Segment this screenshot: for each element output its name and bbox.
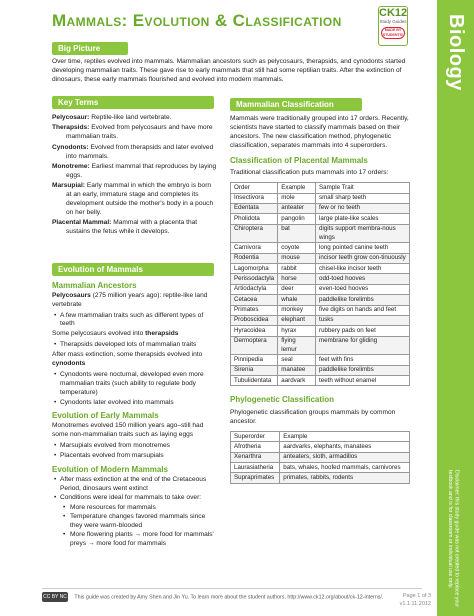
table-cell: Supraprimates [231, 473, 280, 483]
table-row [231, 365, 410, 375]
early-mammals-text: Monotremes evolved 150 million years ago–still had some non-mammalian traits such as laying eggs [52, 422, 204, 439]
table-cell: rabbit [278, 264, 316, 274]
table-row [231, 452, 410, 462]
made-by-students-stamp: MADE BY STUDENTS! [382, 28, 404, 38]
table-cell: bats, whales, hoofed mammals, carnivores [280, 463, 410, 473]
superorders-header-row [231, 432, 410, 442]
table-cell: monkey [278, 305, 316, 315]
table-cell: hyrax [278, 326, 316, 336]
early-mammals-bullets: • Marsupials evolved from monotremes • Placentals evolved from marsupials [52, 442, 217, 461]
table-cell: horse [278, 274, 316, 284]
pelycosaurs-text: Pelycosaurs (275 million years ago): reptile-like land vertebrate [52, 291, 208, 308]
key-term: Therapsids: Evolved from pelycosaurs and have more mammalian traits. [52, 124, 213, 141]
superorders-header: Example [280, 432, 410, 442]
table-cell: Hyracoidea [231, 326, 278, 336]
table-row [231, 243, 410, 253]
table-cell: Sirenia [231, 365, 278, 375]
modern-mammals-subheading: Evolution of Modern Mammals [52, 464, 169, 474]
table-cell: Carnivora [231, 243, 278, 253]
orders-header: Example [278, 183, 316, 193]
table-cell: mouse [278, 253, 316, 263]
table-cell: Cetacea [231, 295, 278, 305]
table-row [231, 224, 410, 243]
table-cell: mole [278, 193, 316, 203]
evolution-section [52, 281, 217, 549]
classification-intro: Mammals were traditionally grouped into 17 orders. Recently, scientists have started to classify mammals based on their ancestors. The new classification method, phylogenetic classification, separates mammals into 4 superorders. [230, 115, 409, 149]
table-cell: elephant [278, 315, 316, 325]
table-row [231, 442, 410, 452]
table-cell: Edentata [231, 203, 278, 213]
table-cell: seal [278, 355, 316, 365]
table-cell: Chiroptera [231, 224, 278, 243]
table-cell: paddlelike forelimbs [316, 365, 410, 375]
table-row [231, 274, 410, 284]
table-cell: Afrotheria [231, 442, 280, 452]
table-cell: rubbery pads on feet [316, 326, 410, 336]
modern-mammals-subbullets: • More resources for mammals • Temperature changes favored mammals since they were warm-blooded • More flowering plants → more food for mammals' preys → more food for mammals [52, 504, 217, 548]
table-cell: anteaters, sloth, armadillos [280, 452, 410, 462]
table-cell: Laurasiatheria [231, 463, 280, 473]
table-row [231, 473, 410, 483]
page-number: Page 1 of 3 [402, 593, 431, 600]
footer [42, 588, 422, 602]
table-cell: Tubulidentata [231, 376, 278, 386]
table-cell: Rodentia [231, 253, 278, 263]
key-term: Placental Mammal: Mammal with a placenta that sustains the fetus while it develops. [52, 219, 198, 236]
table-cell: pangolin [278, 214, 316, 224]
table-row [231, 214, 410, 224]
orders-table [230, 182, 410, 386]
key-term: Pelycosaur: Reptile-like land vertebrate. [52, 114, 172, 121]
table-cell: Insectivora [231, 193, 278, 203]
table-cell: even-toed hooves [316, 284, 410, 294]
therapsids-bullets: • Therapsids developed lots of mammalian traits [52, 341, 217, 350]
table-row [231, 315, 410, 325]
cynodonts-bullets: • Cynodonts were nocturnal, developed even more mammalian traits (such ability to regulate body temperature) • Cynodonts later evolved into mammals [52, 371, 217, 408]
key-term: Monotreme: Earliest mammal that reproduces by laying eggs. [52, 162, 217, 179]
table-cell: anteater [278, 203, 316, 213]
table-row [231, 355, 410, 365]
table-row [231, 326, 410, 336]
table-cell: digits support membra-nous wings [316, 224, 410, 243]
table-row [231, 253, 410, 263]
big-picture-heading: Big Picture [52, 42, 128, 55]
table-cell: paddlelike forelimbs [316, 295, 410, 305]
key-terms-list [52, 114, 217, 239]
table-cell: flying lemur [278, 336, 316, 355]
table-cell: bat [278, 224, 316, 243]
cynodonts-text: After mass extinction, some therapsids evolved into cynodonts [52, 351, 203, 368]
table-cell: coyote [278, 243, 316, 253]
table-cell: odd-toed hooves [316, 274, 410, 284]
table-cell: incisor teeth grow con-tinuously [316, 253, 410, 263]
disclaimer-text: Disclaimer: this study guide was not created to replace your textbook and is for classroom or individual use only. [446, 470, 460, 607]
orders-header-row [231, 183, 410, 193]
table-row [231, 463, 410, 473]
table-row [231, 284, 410, 294]
table-cell: few or no teeth [316, 203, 410, 213]
table-row [231, 295, 410, 305]
table-cell: feet with fins [316, 355, 410, 365]
superorders-header: Superorder [231, 432, 280, 442]
table-cell: Pinnipedia [231, 355, 278, 365]
table-cell: deer [278, 284, 316, 294]
page-title: Mammals: Evolution & Classification [52, 11, 342, 30]
ancestors-subheading: Mammalian Ancestors [52, 281, 137, 290]
table-cell: chisel-like incisor teeth [316, 264, 410, 274]
table-cell: whale [278, 295, 316, 305]
table-cell: Proboscidea [231, 315, 278, 325]
table-cell: Perissodactyla [231, 274, 278, 284]
page-info [381, 593, 431, 608]
subject-title: Biology [445, 14, 467, 91]
table-cell: Xenarthra [231, 452, 280, 462]
table-cell: small sharp teeth [316, 193, 410, 203]
table-cell: tusks [316, 315, 410, 325]
table-cell: manatee [278, 365, 316, 375]
phylo-intro: Phylogenetic classification groups mammals by common ancestor. [230, 409, 396, 426]
table-cell: aardvarks, elephants, manatees [280, 442, 410, 452]
big-picture-text: Over time, reptiles evolved into mammals. Mammalian ancestors such as pelycosaurs, therapsids, and cynodonts started developing mammalian traits. These gave rise to early mammals that still had some reptilian traits. After the extinction of dinosaurs, these early mammals flourished and evolved into modern mammals. [52, 58, 406, 83]
orders-table-body [231, 193, 410, 386]
logo-brand: CK12 [379, 7, 408, 19]
table-cell: teeth without enamel [316, 376, 410, 386]
evolution-heading: Evolution of Mammals [52, 263, 214, 276]
table-cell: Primates [231, 305, 278, 315]
phylo-subheading: Phylogenetic Classification [230, 395, 335, 405]
key-term: Marsupial: Early mammal in which the embryo is born at an early, immature stage and completes its development outside the mother's body in a pouch on her belly. [52, 182, 214, 216]
key-terms-heading: Key Terms [52, 96, 214, 109]
table-row [231, 264, 410, 274]
superorders-table [230, 431, 410, 484]
table-cell: Dermoptera [231, 336, 278, 355]
ck12-logo [378, 6, 408, 46]
table-row [231, 305, 410, 315]
table-cell: primates, rabbits, rodents [280, 473, 410, 483]
pelycosaurs-bullets: • A few mammalian traits such as different types of teeth [52, 312, 217, 330]
subject-sidebar [399, 0, 474, 616]
table-row [231, 336, 410, 355]
orders-header: Sample Trait [316, 183, 410, 193]
classification-heading: Mammalian Classification [230, 98, 362, 111]
table-cell: Lagomorpha [231, 264, 278, 274]
therapsids-text: Some pelycosaurs evolved into therapsids [52, 330, 179, 338]
version: v1.1.11.2012 [399, 600, 431, 607]
table-cell: large plate-like scales [316, 214, 410, 224]
superorders-table-body [231, 442, 410, 483]
orders-header: Order [231, 183, 278, 193]
table-cell: long pointed canine teeth [316, 243, 410, 253]
placental-subheading: Classification of Placental Mammals [230, 155, 368, 165]
cc-license-badge: CC BY NC [43, 594, 67, 600]
placental-intro: Traditional classification puts mammals into 17 orders: [230, 169, 389, 177]
table-cell: aardvark [278, 376, 316, 386]
classification-section [230, 115, 422, 484]
table-row [231, 376, 410, 386]
table-cell: Pholidota [231, 214, 278, 224]
table-cell: Artiodactyla [231, 284, 278, 294]
footer-credit: This guide was created by Amy Shen and Jin Yu. To learn more about the student authors, http://www.ck12.org/about/ck-12-interns/. [74, 594, 384, 601]
modern-mammals-bullets: • After mass extinction at the end of the Cretaceous Period, dinosaurs went extinct • Conditions were ideal for mammals to take over: [52, 476, 217, 504]
table-cell: membrane for gliding [316, 336, 410, 355]
key-term: Cynodonts: Evolved from therapsids and later evolved into mammals. [52, 143, 214, 160]
table-cell: five digits on hands and feet [316, 305, 410, 315]
logo-subtitle: Study Guides [379, 19, 407, 24]
table-row [231, 203, 410, 213]
table-row [231, 193, 410, 203]
early-mammals-subheading: Evolution of Early Mammals [52, 411, 159, 421]
